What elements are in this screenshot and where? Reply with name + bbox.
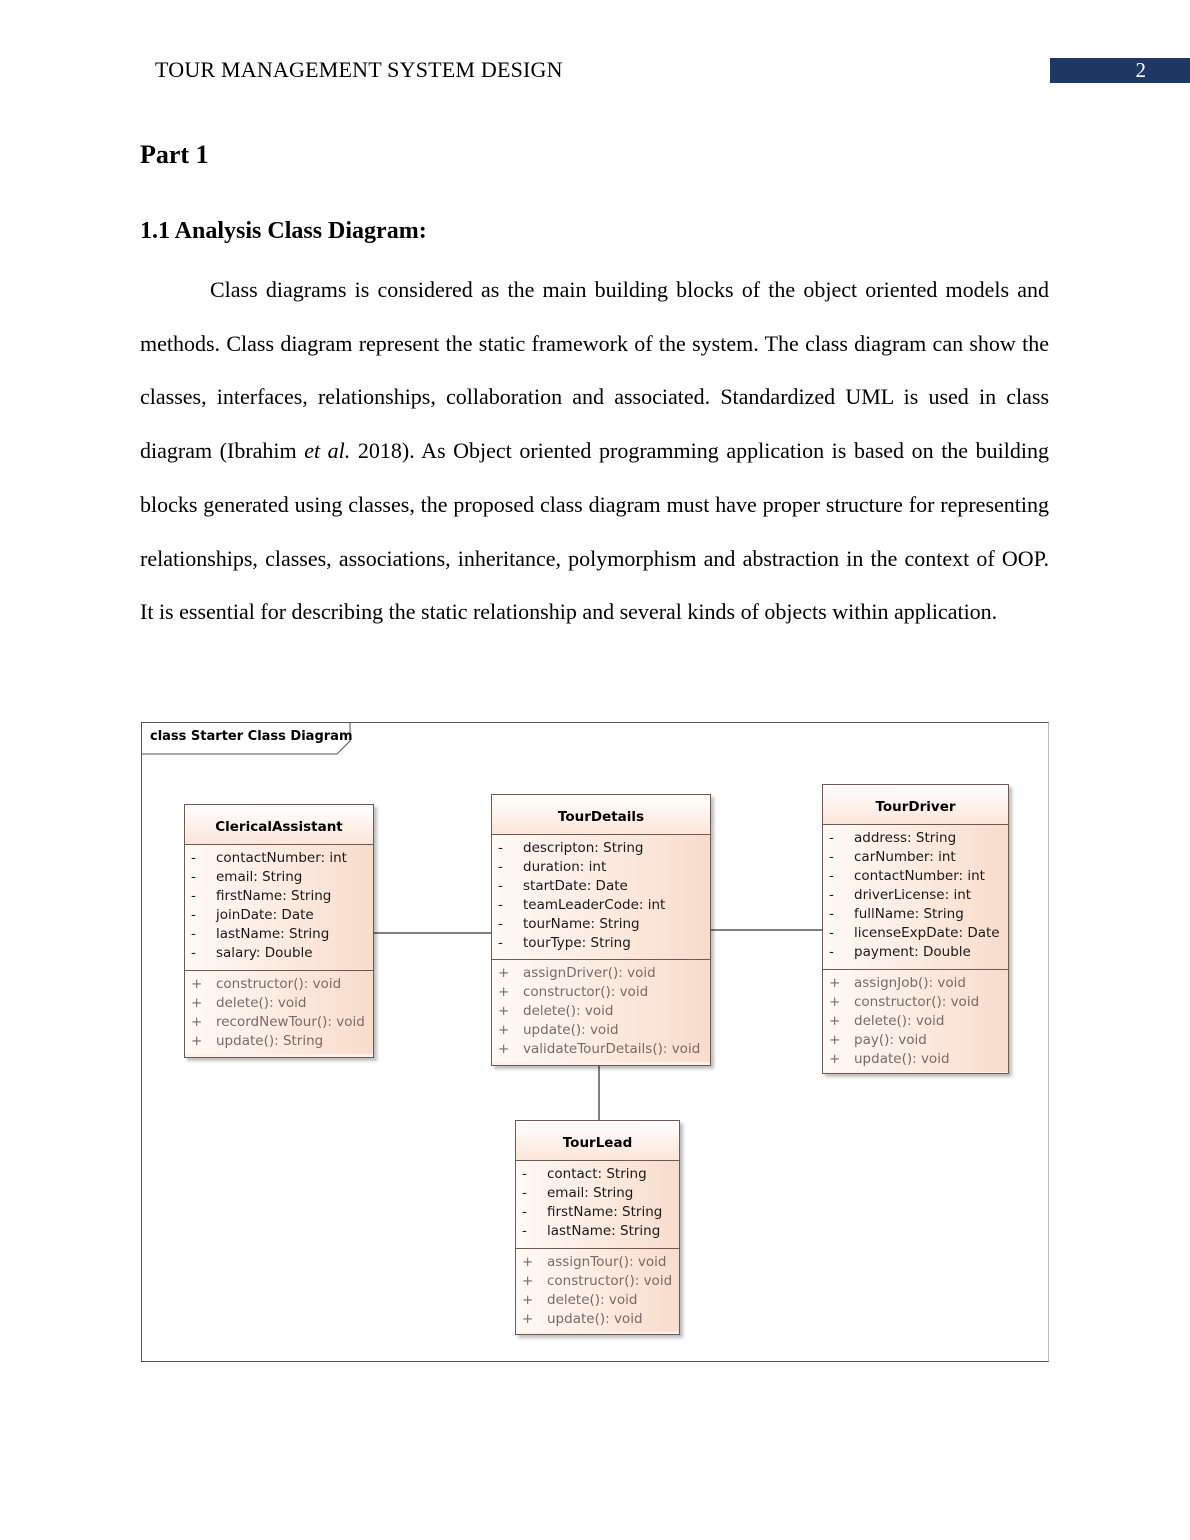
attribute-row: - address: String: [829, 830, 957, 846]
page-number-bar: [1050, 58, 1190, 83]
running-header-title: TOUR MANAGEMENT SYSTEM DESIGN: [155, 57, 563, 82]
operation-row: + assignDriver(): void: [498, 965, 656, 981]
attribute-row: - tourType: String: [498, 935, 631, 951]
operation-compartment: [185, 971, 373, 1054]
attribute-compartment: [185, 845, 373, 971]
class-name: TourDriver: [823, 785, 1008, 825]
operation-row: + update(): String: [191, 1033, 324, 1049]
class-tour-details[interactable]: [491, 794, 711, 1066]
attribute-row: - firstName: String: [522, 1204, 663, 1220]
operation-row: + delete(): void: [498, 1003, 614, 1019]
paragraph-line: and methods. Class diagram represent the static framework of the system. The class diagram can: [140, 277, 1049, 356]
class-name: TourDetails: [492, 795, 710, 835]
paragraph-line: based on the building blocks generated using classes, the proposed class diagram must have: [140, 438, 1049, 517]
class-name: ClericalAssistant: [185, 805, 373, 845]
paragraph-line: show the classes, interfaces, relationships, collaboration and associated. Standardized UML is: [140, 330, 1049, 410]
paragraph-line: several kinds of objects within application.: [619, 599, 998, 625]
attribute-compartment: [492, 835, 710, 960]
operation-row: + update(): void: [829, 1051, 950, 1067]
class-name: TourLead: [516, 1121, 679, 1161]
citation-et-al: et al.: [304, 438, 351, 464]
class-tour-lead[interactable]: [515, 1120, 680, 1335]
paragraph-line: proper structure for representing relationships, classes, associations, inheritance, polymorphism: [140, 491, 1049, 571]
operation-row: + constructor(): void: [498, 984, 649, 1000]
attribute-row: - descripton: String: [498, 840, 644, 856]
operation-row: + delete(): void: [522, 1292, 638, 1308]
operation-compartment: [823, 970, 1008, 1072]
class-clerical-assistant[interactable]: [184, 804, 374, 1058]
operation-row: + pay(): void: [829, 1032, 927, 1048]
operation-row: + constructor(): void: [522, 1273, 673, 1289]
operation-row: + update(): void: [522, 1311, 643, 1327]
attribute-row: - email: String: [191, 869, 303, 885]
attribute-row: - payment: Double: [829, 944, 971, 960]
attribute-row: - salary: Double: [191, 945, 313, 961]
attribute-row: - carNumber: int: [829, 849, 956, 865]
operation-compartment: [492, 960, 710, 1062]
section-heading: 1.1 Analysis Class Diagram:: [140, 218, 427, 244]
attribute-row: - contact: String: [522, 1166, 647, 1182]
attribute-row: - teamLeaderCode: int: [498, 897, 666, 913]
attribute-row: - startDate: Date: [498, 878, 628, 894]
attribute-row: - fullName: String: [829, 906, 964, 922]
attribute-row: - contactNumber: int: [829, 868, 985, 884]
operation-row: + recordNewTour(): void: [191, 1014, 365, 1030]
attribute-compartment: [823, 825, 1008, 970]
attribute-row: - contactNumber: int: [191, 850, 347, 866]
page-number: 2: [1135, 58, 1146, 82]
operation-row: + delete(): void: [829, 1013, 945, 1029]
operation-row: + constructor(): void: [191, 976, 342, 992]
paragraph-line: Class diagrams is considered as the main building blocks of the object oriented models: [210, 277, 1010, 302]
attribute-row: - driverLicense: int: [829, 887, 972, 903]
operation-row: + update(): void: [498, 1022, 619, 1038]
attribute-row: - licenseExpDate: Date: [829, 925, 1000, 941]
paragraph-line: and abstraction in the context of OOP. It is essential for describing the static relationship and: [140, 545, 1049, 625]
operation-row: + constructor(): void: [829, 994, 980, 1010]
attribute-row: - email: String: [522, 1185, 634, 1201]
frame-label: class Starter Class Diagram: [150, 729, 353, 744]
attribute-row: - tourName: String: [498, 916, 640, 932]
attribute-compartment: [516, 1161, 679, 1249]
attribute-row: - lastName: String: [522, 1223, 661, 1239]
attribute-row: - duration: int: [498, 859, 607, 875]
paragraph-citation-post: 2018). As Object oriented programming application is: [350, 438, 847, 464]
class-tour-driver[interactable]: [822, 784, 1009, 1074]
attribute-row: - joinDate: Date: [191, 907, 314, 923]
operation-row: + delete(): void: [191, 995, 307, 1011]
operation-row: + validateTourDetails(): void: [498, 1041, 701, 1057]
part-heading: Part 1: [140, 140, 209, 169]
operation-compartment: [516, 1249, 679, 1332]
paragraph-citation-pre: used in class diagram (Ibrahim: [140, 384, 1050, 464]
operation-row: + assignJob(): void: [829, 975, 966, 991]
operation-row: + assignTour(): void: [522, 1254, 667, 1270]
attribute-row: - firstName: String: [191, 888, 332, 904]
body-paragraph: [140, 263, 1049, 639]
attribute-row: - lastName: String: [191, 926, 330, 942]
class-diagram-frame: [141, 722, 1049, 1362]
